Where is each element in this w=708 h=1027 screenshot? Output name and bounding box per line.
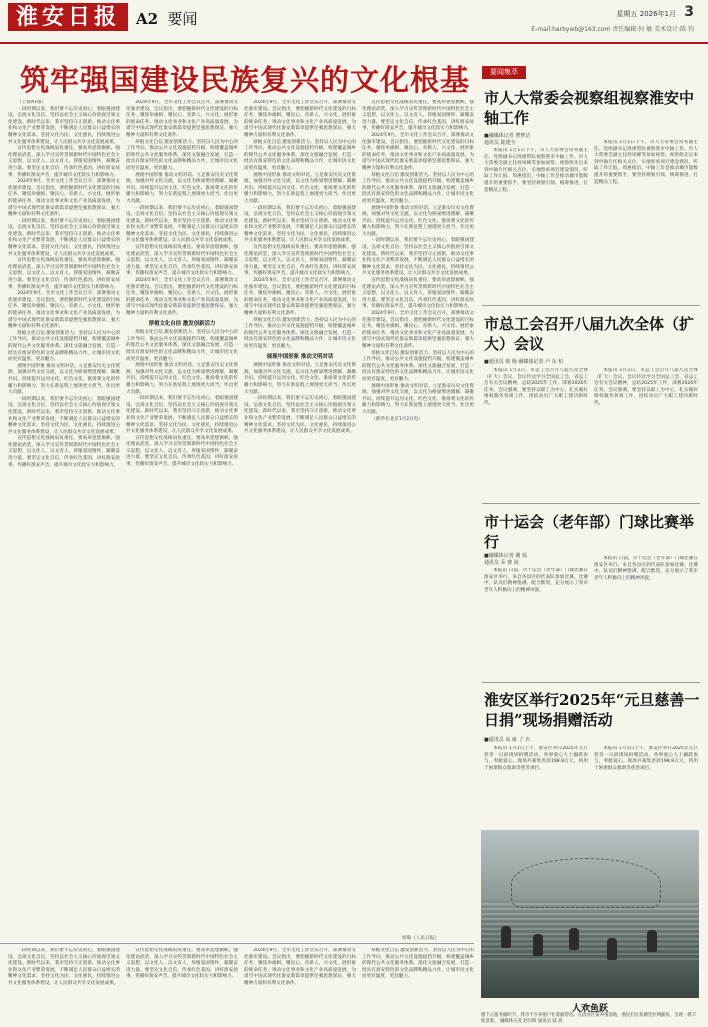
sidebar-paragraph-1b: 本报讯 1月1日下午，市人大常委会常务副主任、党组副书记周惠带队视察我市中轴工作。市人大常委会副主任何凤峰等参加视察。视察组先后来到中轴片区相关点位，实地察看项目建设情况，听取工作汇报。周惠指出，中轴工作是推动城市能级提升的重要抓手，要坚持规划引领、统筹推进，打造精品工程。	[594, 140, 698, 185]
date-text: 星期五 2026年1月	[616, 10, 677, 18]
news-photo-fishing	[481, 830, 699, 998]
paragraph-6: 2024年9月，全市文化工作会议召开，部署推动文化强市建设。会议指出，要把握新时代文化建设的目标任务，聚焦举旗帜、聚民心、育新人、兴文化、展形象的使命任务，推动文化事业和文化产业高质量发展，为谱写中国式现代化淮安新篇章提供坚强思想保证、强大精神力量和有利文化条件。	[8, 291, 120, 330]
page-number: 3	[684, 4, 694, 20]
sidebar-paragraph-3b: 本报讯 日前，市十运会（老年部）门球比赛在淮安区举行。来自各县区的代表队参加比赛。比赛中，队员们精神饱满、配合默契，充分展示了我市老年人积极向上的精神风貌。	[594, 556, 698, 581]
photo-figure-3	[569, 928, 579, 950]
sidebar-divider-1	[482, 305, 700, 306]
paragraph-20: 宣传思想文化战线肩负重任。要高举思想旗帜，强化理论武装，深入学习宣传贯彻新时代中国特色社会主义思想，以文化人、以文育人，厚植家国情怀，凝聚奋进力量。要坚定文化自信，传承红色基因，讲好淮安故事，传播好淮安声音，提升城市文化软实力和影响力。	[126, 435, 238, 468]
paragraph-33: 展现中国形象 推动文明对话。立足淮安历史文化资源，加强对外文化交流，以文化为桥梁增进理解、凝聚共识。持续提升运河文化、红色文化、淮扬菜文化的传播力和影响力，努力在新征程上展现更大担当、作出更大贡献。	[362, 205, 474, 237]
paragraph-8: 展现中国形象 推动文明对话。立足淮安历史文化资源，加强对外文化交流，以文化为桥梁增进理解、凝聚共识。持续提升运河文化、红色文化、淮扬菜文化的传播力和影响力，努力在新征程上展现更大担当、作出更大贡献。	[8, 363, 120, 396]
continuation-text	[8, 948, 474, 1022]
continuation-paragraph-2: 宣传思想文化战线肩负重任。要高举思想旗帜，强化理论武装，深入学习宣传贯彻新时代中国特色社会主义思想，以文化人、以文育人，厚植家国情怀，凝聚奋进力量。要坚定文化自信，传承红色基因，讲好淮安故事，传播好淮安声音，提升城市文化软实力和影响力。	[126, 948, 238, 980]
article-credit: 原载《人民日报》	[402, 936, 439, 941]
photo-title: 人欢鱼跃	[571, 1004, 608, 1014]
paragraph-7: 厚植文化自信 激发创新活力。坚持以人民为中心的工作导向，推动公共文化设施提档升级，构建覆盖城乡的现代公共文化服务体系。深化文旅融合发展，打造一批具有淮安特色的文化品牌和精品力作，让城市因文化而更有温度、更具魅力。	[8, 330, 120, 363]
sidebar-paragraph-1a: 本报讯 1月1日下午，市人大常委会常务副主任、党组副书记周惠带队视察我市中轴工作。市人大常委会副主任何凤峰等参加视察。视察组先后来到中轴片区相关点位，实地察看项目建设情况，听取工作汇报。周惠指出，中轴工作是推动城市能级提升的重要抓手，要坚持规划引领、统筹推进，打造精品工程。	[484, 148, 588, 193]
photo-credit: 融媒体记者 赵启辉 通讯员 陆 晨	[499, 1019, 563, 1024]
sidebar-byline-1: ■融媒体记者 曹梦洁 通讯员 陆建全	[484, 133, 531, 146]
paragraph-15: 宣传思想文化战线肩负重任。要高举思想旗帜，强化理论武装，深入学习宣传贯彻新时代中国特色社会主义思想，以文化人、以文育人，厚植家国情怀，凝聚奋进力量。要坚定文化自信，传承红色基因，讲好淮安故事，传播好淮安声音，提升城市文化软实力和影响力。	[126, 245, 238, 277]
article-column-4	[362, 100, 474, 930]
paragraph-32: 厚植文化自信 激发创新活力。坚持以人民为中心的工作导向，推动公共文化设施提档升级，构建覆盖城乡的现代公共文化服务体系。深化文旅融合发展，打造一批具有淮安特色的文化品牌和精品力作，让城市因文化而更有温度、更具魅力。	[362, 172, 474, 204]
paragraph-35: 宣传思想文化战线肩负重任。要高举思想旗帜，强化理论武装，深入学习宣传贯彻新时代中国特色社会主义思想，以文化人、以文育人，厚植家国情怀，凝聚奋进力量。要坚定文化自信，传承红色基因，讲好淮安故事，传播好淮安声音，提升城市文化软实力和影响力。	[362, 278, 474, 310]
masthead	[0, 0, 708, 44]
paragraph-38: 展现中国形象 推动文明对话。立足淮安历史文化资源，加强对外文化交流，以文化为桥梁增进理解、凝聚共识。持续提升运河文化、红色文化、淮扬菜文化的传播力和影响力，努力在新征程上展现更大担当、作出更大贡献。	[362, 383, 474, 415]
issue-date	[617, 4, 694, 20]
paragraph-21: 2024年9月，全市文化工作会议召开，部署推动文化强市建设。会议指出，要把握新时代文化建设的目标任务，聚焦举旗帜、聚民心、育新人、兴文化、展形象的使命任务，推动文化事业和文化产业高质量发展，为谱写中国式现代化淮安新篇章提供坚强思想保证、强大精神力量和有利文化条件。	[244, 100, 356, 138]
sidebar-divider-2	[482, 503, 700, 504]
photo-net	[511, 858, 661, 908]
paragraph-4: 一段时期以来，我们要不忘历史初心，着眼强国建设，弘扬文化自信，坚持以社会主义核心价值观引领文化建设。新时代以来，我市坚持守正创新，推动文化事业和文化产业繁荣发展，不断满足人民群众日益增长的精神文化需求。坚持文化为民、文化惠民，持续推进公共文化服务体系建设，让人民群众共享文化发展成果。	[8, 218, 120, 257]
continuation-paragraph-4: 厚植文化自信 激发创新活力。坚持以人民为中心的工作导向，推动公共文化设施提档升级，构建覆盖城乡的现代公共文化服务体系。深化文旅融合发展，打造一批具有淮安特色的文化品牌和精品力作，让城市因文化而更有温度、更具魅力。	[362, 948, 474, 980]
bottom-divider	[0, 943, 474, 944]
paragraph-12: 厚植文化自信 激发创新活力。坚持以人民为中心的工作导向，推动公共文化设施提档升级，构建覆盖城乡的现代公共文化服务体系。深化文旅融合发展，打造一批具有淮安特色的文化品牌和精品力作，让城市因文化而更有温度、更具魅力。	[126, 139, 238, 171]
sidebar-body-2a	[484, 368, 588, 476]
paragraph-2: 宣传思想文化战线肩负重任。要高举思想旗帜，强化理论武装，深入学习宣传贯彻新时代中国特色社会主义思想，以文化人、以文育人，厚植家国情怀，凝聚奋进力量。要坚定文化自信，传承红色基因，讲好淮安故事，传播好淮安声音，提升城市文化软实力和影响力。	[8, 146, 120, 178]
paragraph-16: 2024年9月，全市文化工作会议召开，部署推动文化强市建设。会议指出，要把握新时代文化建设的目标任务，聚焦举旗帜、聚民心、育新人、兴文化、展形象的使命任务，推动文化事业和文化产业高质量发展，为谱写中国式现代化淮安新篇章提供坚强思想保证、强大精神力量和有利文化条件。	[126, 278, 238, 316]
sidebar-paragraph-4b: 本报讯 1月1日上午，淮安区举行2025年元旦慈善一日捐现场捐赠活动，各界爱心人士踊跃参与，奉献爱心。现场共募集善款198.8万元，将用于困难群众救助等慈善项目。	[594, 746, 698, 771]
sidebar-paragraph-2a: 本报讯 1月2日，市总工会召开八届九次全体（扩大）会议。会议传达学习全国总工会、省总工会有关会议精神，总结2025年工作，部署2026年任务。会议强调，要坚持以职工为中心，扎实做好维权服务各项工作，团结动员广大职工建功新时代。	[484, 368, 588, 406]
sidebar-paragraph-4a: 本报讯 1月1日上午，淮安区举行2025年元旦慈善一日捐现场捐赠活动，各界爱心人士踊跃参与，奉献爱心。现场共募集善款198.8万元，将用于困难群众救助等慈善项目。	[484, 746, 588, 771]
paragraph-5: 宣传思想文化战线肩负重任。要高举思想旗帜，强化理论武装，深入学习宣传贯彻新时代中国特色社会主义思想，以文化人、以文育人，厚植家国情怀，凝聚奋进力量。要坚定文化自信，传承红色基因，讲好淮安故事，传播好淮安声音，提升城市文化软实力和影响力。	[8, 258, 120, 290]
paragraph-1: 一段时期以来，我们要不忘历史初心，着眼强国建设，弘扬文化自信，坚持以社会主义核心价值观引领文化建设。新时代以来，我市坚持守正创新，推动文化事业和文化产业繁荣发展，不断满足人民群众日益增长的精神文化需求。坚持文化为民、文化惠民，持续推进公共文化服务体系建设，让人民群众共享文化发展成果。	[8, 106, 120, 145]
photo-figure-1	[501, 926, 511, 948]
photo-caption	[481, 1013, 699, 1025]
paragraph-17: 厚植文化自信 激发创新活力。坚持以人民为中心的工作导向，推动公共文化设施提档升级，构建覆盖城乡的现代公共文化服务体系。深化文旅融合发展，打造一批具有淮安特色的文化品牌和精品力作，让城市因文化而更有温度、更具魅力。	[126, 330, 238, 362]
paragraph-9: 一段时期以来，我们要不忘历史初心，着眼强国建设，弘扬文化自信，坚持以社会主义核心价值观引领文化建设。新时代以来，我市坚持守正创新，推动文化事业和文化产业繁荣发展，不断满足人民群众日益增长的精神文化需求。坚持文化为民、文化惠民，持续推进公共文化服务体系建设，让人民群众共享文化发展成果。	[8, 396, 120, 435]
sidebar-byline-3: ■融媒体记者 谢 福 通讯员 乔 赛 海	[484, 553, 527, 566]
paragraph-34: 一段时期以来，我们要不忘历史初心，着眼强国建设，弘扬文化自信，坚持以社会主义核心价值观引领文化建设。新时代以来，我市坚持守正创新，推动文化事业和文化产业繁荣发展，不断满足人民群众日益增长的精神文化需求。坚持文化为民、文化惠民，持续推进公共文化服务体系建设，让人民群众共享文化发展成果。	[362, 238, 474, 277]
sidebar-headline-2: 市总工会召开八届九次全体（扩大）会议	[484, 315, 695, 353]
sidebar-divider-3	[482, 682, 700, 683]
intro-note: （上接A1版）	[17, 100, 47, 105]
photo-water	[481, 900, 699, 960]
section-name: 要闻	[167, 10, 198, 28]
paragraph-23: 展现中国形象 推动文明对话。立足淮安历史文化资源，加强对外文化交流，以文化为桥梁增进理解、凝聚共识。持续提升运河文化、红色文化、淮扬菜文化的传播力和影响力，努力在新征程上展现更大担当、作出更大贡献。	[244, 172, 356, 204]
edition-number: A2	[136, 10, 159, 28]
paragraph-29: 一段时期以来，我们要不忘历史初心，着眼强国建设，弘扬文化自信，坚持以社会主义核心价值观引领文化建设。新时代以来，我市坚持守正创新，推动文化事业和文化产业繁荣发展，不断满足人民群众日益增长的精神文化需求。坚持文化为民、文化惠民，持续推进公共文化服务体系建设，让人民群众共享文化发展成果。	[244, 396, 356, 435]
article-column-1	[8, 100, 120, 940]
paragraph-11: 2024年9月，全市文化工作会议召开，部署推动文化强市建设。会议指出，要把握新时代文化建设的目标任务，聚焦举旗帜、聚民心、育新人、兴文化、展形象的使命任务，推动文化事业和文化产业高质量发展，为谱写中国式现代化淮安新篇章提供坚强思想保证、强大精神力量和有利文化条件。	[126, 100, 238, 138]
paragraph-10: 宣传思想文化战线肩负重任。要高举思想旗帜，强化理论武装，深入学习宣传贯彻新时代中国特色社会主义思想，以文化人、以文育人，厚植家国情怀，凝聚奋进力量。要坚定文化自信，传承红色基因，讲好淮安故事，传播好淮安声音，提升城市文化软实力和影响力。	[8, 436, 120, 468]
newspaper-logo: 淮安日报	[8, 3, 128, 31]
sidebar-body-1a	[484, 148, 588, 244]
continuation-paragraph-3: 2024年9月，全市文化工作会议召开，部署推动文化强市建设。会议指出，要把握新时代文化建设的目标任务，聚焦举旗帜、聚民心、育新人、兴文化、展形象的使命任务，推动文化事业和文化产业高质量发展，为谱写中国式现代化淮安新篇章提供坚强思想保证、强大精神力量和有利文化条件。	[244, 948, 356, 986]
sidebar-paragraph-2b: 本报讯 1月2日，市总工会召开八届九次全体（扩大）会议。会议传达学习全国总工会、省总工会有关会议精神，总结2025年工作，部署2026年任务。会议强调，要坚持以职工为中心，扎实做好维权服务各项工作，团结动员广大职工建功新时代。	[594, 368, 698, 406]
sidebar-headline-3: 市十运会（老年部）门球比赛举行	[484, 513, 695, 551]
paragraph-28: 展现中国形象 推动文明对话。立足淮安历史文化资源，加强对外文化交流，以文化为桥梁增进理解、凝聚共识。持续提升运河文化、红色文化、淮扬菜文化的传播力和影响力，努力在新征程上展现更大担当、作出更大贡献。	[244, 363, 356, 395]
paragraph-25: 宣传思想文化战线肩负重任。要高举思想旗帜，强化理论武装，深入学习宣传贯彻新时代中国特色社会主义思想，以文化人、以文育人，厚植家国情怀，凝聚奋进力量。要坚定文化自信，传承红色基因，讲好淮安故事，传播好淮安声音，提升城市文化软实力和影响力。	[244, 245, 356, 277]
article-column-3	[244, 100, 356, 940]
photo-figure-5	[647, 930, 657, 952]
paragraph-18: 展现中国形象 推动文明对话。立足淮安历史文化资源，加强对外文化交流，以文化为桥梁增进理解、凝聚共识。持续提升运河文化、红色文化、淮扬菜文化的传播力和影响力，努力在新征程上展现更大担当、作出更大贡献。	[126, 363, 238, 395]
paragraph-22: 厚植文化自信 激发创新活力。坚持以人民为中心的工作导向，推动公共文化设施提档升级，构建覆盖城乡的现代公共文化服务体系。深化文旅融合发展，打造一批具有淮安特色的文化品牌和精品力作，让城市因文化而更有温度、更具魅力。	[244, 139, 356, 171]
paragraph-31: 2024年9月，全市文化工作会议召开，部署推动文化强市建设。会议指出，要把握新时代文化建设的目标任务，聚焦举旗帜、聚民心、育新人、兴文化、展形象的使命任务，推动文化事业和文化产业高质量发展，为谱写中国式现代化淮安新篇章提供坚强思想保证、强大精神力量和有利文化条件。	[362, 132, 474, 171]
paragraph-13: 展现中国形象 推动文明对话。立足淮安历史文化资源，加强对外文化交流，以文化为桥梁增进理解、凝聚共识。持续提升运河文化、红色文化、淮扬菜文化的传播力和影响力，努力在新征程上展现更大担当、作出更大贡献。	[126, 172, 238, 204]
subhead-1: 厚植文化自信 激发创新活力	[148, 320, 216, 327]
photo-figure-2	[533, 934, 543, 956]
paragraph-30: 宣传思想文化战线肩负重任。要高举思想旗帜，强化理论武装，深入学习宣传贯彻新时代中国特色社会主义思想，以文化人、以文育人，厚植家国情怀，凝聚奋进力量。要坚定文化自信，传承红色基因，讲好淮安故事，传播好淮安声音，提升城市文化软实力和影响力。	[362, 100, 474, 132]
sidebar-headline-1: 市人大常委会视察组视察淮安中轴工作	[484, 89, 695, 127]
continuation-paragraph-1: 一段时期以来，我们要不忘历史初心，着眼强国建设，弘扬文化自信，坚持以社会主义核心价值观引领文化建设。新时代以来，我市坚持守正创新，推动文化事业和文化产业繁荣发展，不断满足人民群众日益增长的精神文化需求。坚持文化为民、文化惠民，持续推进公共文化服务体系建设，让人民群众共享文化发展成果。	[8, 948, 120, 986]
sidebar-body-3b	[594, 556, 698, 666]
paragraph-37: 厚植文化自信 激发创新活力。坚持以人民为中心的工作导向，推动公共文化设施提档升级，构建覆盖城乡的现代公共文化服务体系。深化文旅融合发展，打造一批具有淮安特色的文化品牌和精品力作，让城市因文化而更有温度、更具魅力。	[362, 350, 474, 382]
paragraph-19: 一段时期以来，我们要不忘历史初心，着眼强国建设，弘扬文化自信，坚持以社会主义核心价值观引领文化建设。新时代以来，我市坚持守正创新，推动文化事业和文化产业繁荣发展，不断满足人民群众日益增长的精神文化需求。坚持文化为民、文化惠民，持续推进公共文化服务体系建设，让人民群众共享文化发展成果。	[126, 396, 238, 435]
sidebar-tag: 要闻集萃	[482, 66, 526, 79]
sidebar-body-3a	[484, 568, 588, 664]
main-headline: 筑牢强国建设民族复兴的文化根基	[20, 63, 471, 97]
sidebar-body-2b	[594, 368, 698, 476]
sidebar-headline-4: 淮安区举行2025年“元旦慈善一日捐”现场捐赠活动	[484, 691, 700, 729]
sidebar-body-4b	[594, 746, 698, 824]
paragraph-3: 2024年9月，全市文化工作会议召开，部署推动文化强市建设。会议指出，要把握新时代文化建设的目标任务，聚焦举旗帜、聚民心、育新人、兴文化、展形象的使命任务，推动文化事业和文化产业高质量发展，为谱写中国式现代化淮安新篇章提供坚强思想保证、强大精神力量和有利文化条件。	[8, 179, 120, 218]
source-note: （新华社北京1月2日电）	[371, 416, 423, 422]
paragraph-27: 厚植文化自信 激发创新活力。坚持以人民为中心的工作导向，推动公共文化设施提档升级，构建覆盖城乡的现代公共文化服务体系。深化文旅融合发展，打造一批具有淮安特色的文化品牌和精品力作，让城市因文化而更有温度、更具魅力。	[244, 317, 356, 349]
paragraph-36: 2024年9月，全市文化工作会议召开，部署推动文化强市建设。会议指出，要把握新时代文化建设的目标任务，聚焦举旗帜、聚民心、育新人、兴文化、展形象的使命任务，推动文化事业和文化产业高质量发展，为谱写中国式现代化淮安新篇章提供坚强思想保证、强大精神力量和有利文化条件。	[362, 311, 474, 349]
sidebar-byline-4: ■通讯员 高 康 了 衣	[484, 737, 531, 743]
paragraph-14: 一段时期以来，我们要不忘历史初心，着眼强国建设，弘扬文化自信，坚持以社会主义核心价值观引领文化建设。新时代以来，我市坚持守正创新，推动文化事业和文化产业繁荣发展，不断满足人民群众日益增长的精神文化需求。坚持文化为民、文化惠民，持续推进公共文化服务体系建设，让人民群众共享文化发展成果。	[126, 205, 238, 244]
edition-label	[136, 8, 197, 29]
photo-caption-text: 腊下正值冬捕时节，我市不少养殖户忙着捕捞鱼。在清河区某养殖基地，渔民们在鱼塘里拉网捕鱼，呈现一派丰收景象。	[481, 1013, 697, 1024]
subhead-2: 展现中国形象 推动文明对话	[266, 353, 334, 360]
sidebar-body-4a	[484, 746, 588, 824]
paragraph-24: 一段时期以来，我们要不忘历史初心，着眼强国建设，弘扬文化自信，坚持以社会主义核心价值观引领文化建设。新时代以来，我市坚持守正创新，推动文化事业和文化产业繁荣发展，不断满足人民群众日益增长的精神文化需求。坚持文化为民、文化惠民，持续推进公共文化服务体系建设，让人民群众共享文化发展成果。	[244, 205, 356, 244]
article-column-2	[126, 100, 238, 940]
sidebar-byline-2: ■通讯员 韩 杨 融媒体记者 卢 东 桓	[484, 359, 564, 365]
sidebar-paragraph-3a: 本报讯 日前，市十运会（老年部）门球比赛在淮安区举行。来自各县区的代表队参加比赛。比赛中，队员们精神饱满、配合默契，充分展示了我市老年人积极向上的精神风貌。	[484, 568, 588, 593]
contact-info: E-mail:harbywb@163.com 责任编辑:何 敏 美术设计:陈 钧	[531, 26, 694, 33]
sidebar-body-1b	[594, 140, 698, 244]
paragraph-26: 2024年9月，全市文化工作会议召开，部署推动文化强市建设。会议指出，要把握新时代文化建设的目标任务，聚焦举旗帜、聚民心、育新人、兴文化、展形象的使命任务，推动文化事业和文化产业高质量发展，为谱写中国式现代化淮安新篇章提供坚强思想保证、强大精神力量和有利文化条件。	[244, 278, 356, 316]
photo-figure-4	[607, 938, 617, 960]
